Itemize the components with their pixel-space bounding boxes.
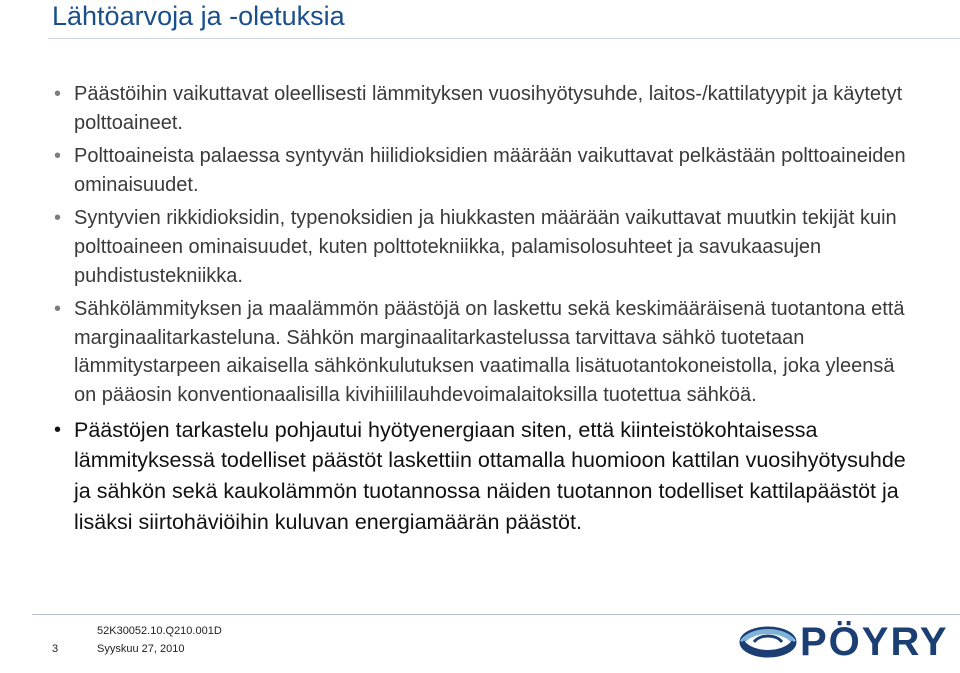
- title-divider: [48, 38, 960, 39]
- bullet-icon: •: [54, 145, 62, 168]
- bullet-item: [50, 295, 910, 409]
- slide-title: Lähtöarvoja ja -oletuksia: [52, 1, 345, 31]
- bullet-item: [50, 204, 910, 290]
- bullet-item: [50, 415, 910, 538]
- bullet-item: [50, 80, 910, 137]
- bullet-text: Syntyvien rikkidioksidin, typenoksidien ja hiukkasten määrään vaikuttavat muutkin tekijät kuin polttoaineen ominaisuudet, kuten polttotekniikka, palamisolosuhteet ja savukaasujen puhdistustekniikka.: [74, 207, 897, 287]
- logo-text: PÖYRY: [800, 620, 949, 664]
- bullet-item: [50, 142, 910, 199]
- poyry-logo-icon: [738, 618, 798, 666]
- bullet-icon: •: [54, 298, 62, 321]
- bullet-icon: •: [54, 418, 62, 441]
- bullet-text: Päästöjen tarkastelu pohjautui hyötyenergiaan siten, että kiinteistökohtaisessa lämmityksessä todelliset päästöt laskettiin ottamalla huomioon kattilan vuosihyötysuhde ja sähkön sekä kaukolämmön tuotannossa näiden tuotannon todelliset kattilapäästöt ja lisäksi siirtohäviöihin kuluvan energiamäärän päästöt.: [74, 417, 906, 534]
- document-code: 52K30052.10.Q210.001D: [97, 625, 222, 637]
- bullet-icon: •: [54, 83, 62, 105]
- bullet-text: Polttoaineista palaessa syntyvän hiilidioksidien määrään vaikuttavat pelkästään polttoaineiden ominaisuudet.: [74, 145, 906, 196]
- footer-date: Syyskuu 27, 2010: [97, 643, 185, 655]
- poyry-logo: [738, 618, 960, 666]
- bullet-icon: •: [54, 207, 62, 230]
- bullet-text: Sähkölämmityksen ja maalämmön päästöjä on laskettu sekä keskimääräisenä tuotantona että marginaalitarkasteluna. Sähkön marginaalitarkastelussa tarvittava sähkö tuotetaan lämmitystarpeen aikaisella sähkönkulutuksen vaatimalla lisätuotantokoneistolla, joka yleensä on pääosin konventionaalisilla kivihiililauhdevoimalaitoksilla tuotettua sähköä.: [74, 298, 905, 406]
- footer-divider: [32, 614, 960, 615]
- bullet-list: [50, 80, 910, 543]
- page-number: 3: [52, 643, 59, 655]
- bullet-text: Päästöihin vaikuttavat oleellisesti lämmityksen vuosihyötysuhde, laitos-/kattilatyypit ja käytetyt polttoaineet.: [74, 83, 903, 134]
